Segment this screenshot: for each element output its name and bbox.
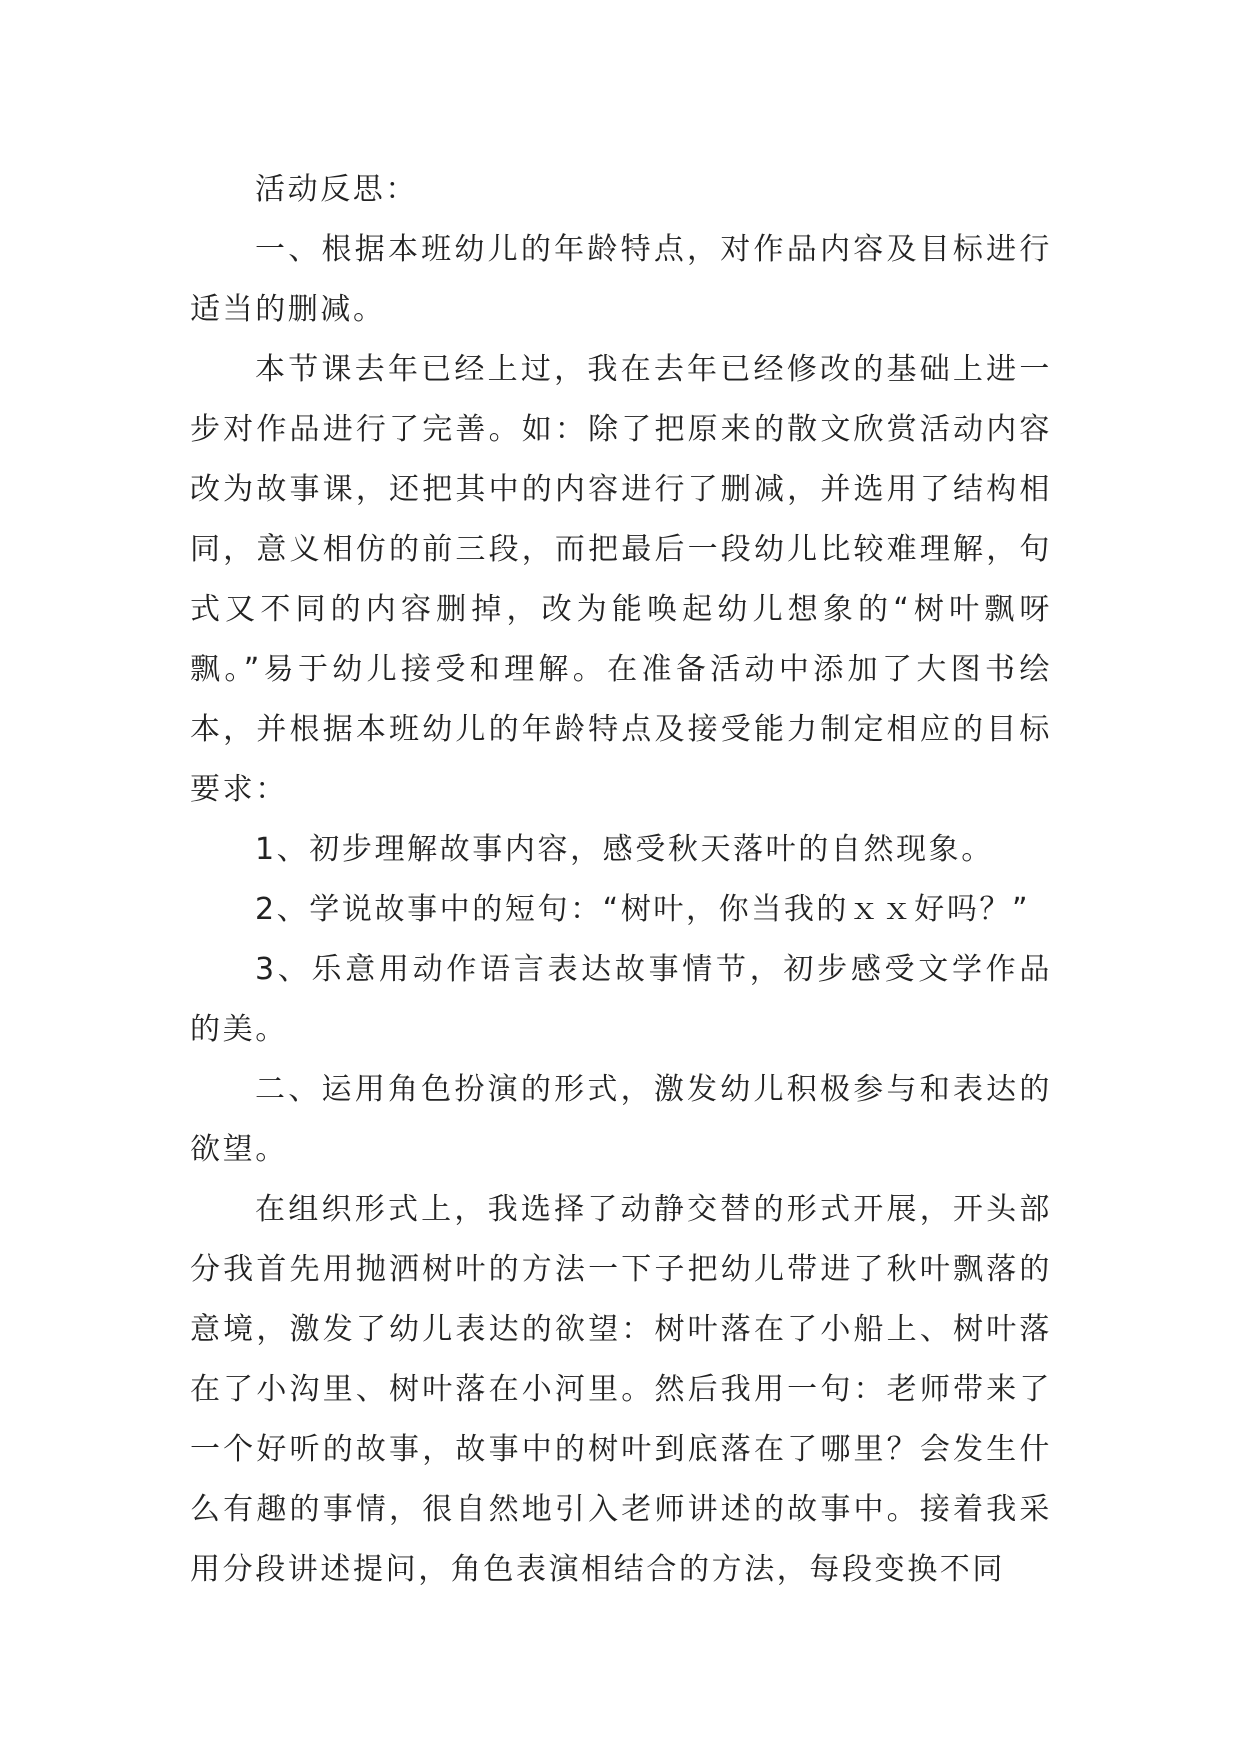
- paragraph-section-two-body: 在组织形式上，我选择了动静交替的形式开展，开头部分我首先用抛洒树叶的方法一下子把幼儿带进了秋叶飘落的意境，激发了幼儿表达的欲望：树叶落在了小船上、树叶落在了小沟里、树叶落在小河里。然后我用一句：老师带来了一个好听的故事，故事中的树叶到底落在了哪里？会发生什么有趣的事情，很自然地引入老师讲述的故事中。接着我采用分段讲述提问，角色表演相结合的方法，每段变换不同: [190, 1192, 1052, 1587]
- paragraph-section-one-title: 一、根据本班幼儿的年龄特点，对作品内容及目标进行适当的删减。: [190, 232, 1052, 327]
- paragraph-section-two-title: 二、运用角色扮演的形式，激发幼儿积极参与和表达的欲望。: [190, 1072, 1052, 1167]
- document-body: [190, 160, 1052, 1600]
- paragraph-goal-3: 3、乐意用动作语言表达故事情节，初步感受文学作品的美。: [190, 952, 1052, 1047]
- paragraph-heading-reflection: 活动反思：: [255, 172, 418, 207]
- paragraph-goal-2: 2、学说故事中的短句：“树叶，你当我的ｘｘ好吗？”: [255, 892, 1031, 927]
- paragraph-goal-1: 1、初步理解故事内容，感受秋天落叶的自然现象。: [255, 832, 994, 867]
- paragraph-section-one-body: 本节课去年已经上过，我在去年已经修改的基础上进一步对作品进行了完善。如：除了把原来的散文欣赏活动内容改为故事课，还把其中的内容进行了删减，并选用了结构相同，意义相仿的前三段，而把最后一段幼儿比较难理解，句式又不同的内容删掉，改为能唤起幼儿想象的“树叶飘呀飘。”易于幼儿接受和理解。在准备活动中添加了大图书绘本，并根据本班幼儿的年龄特点及接受能力制定相应的目标要求：: [190, 352, 1052, 807]
